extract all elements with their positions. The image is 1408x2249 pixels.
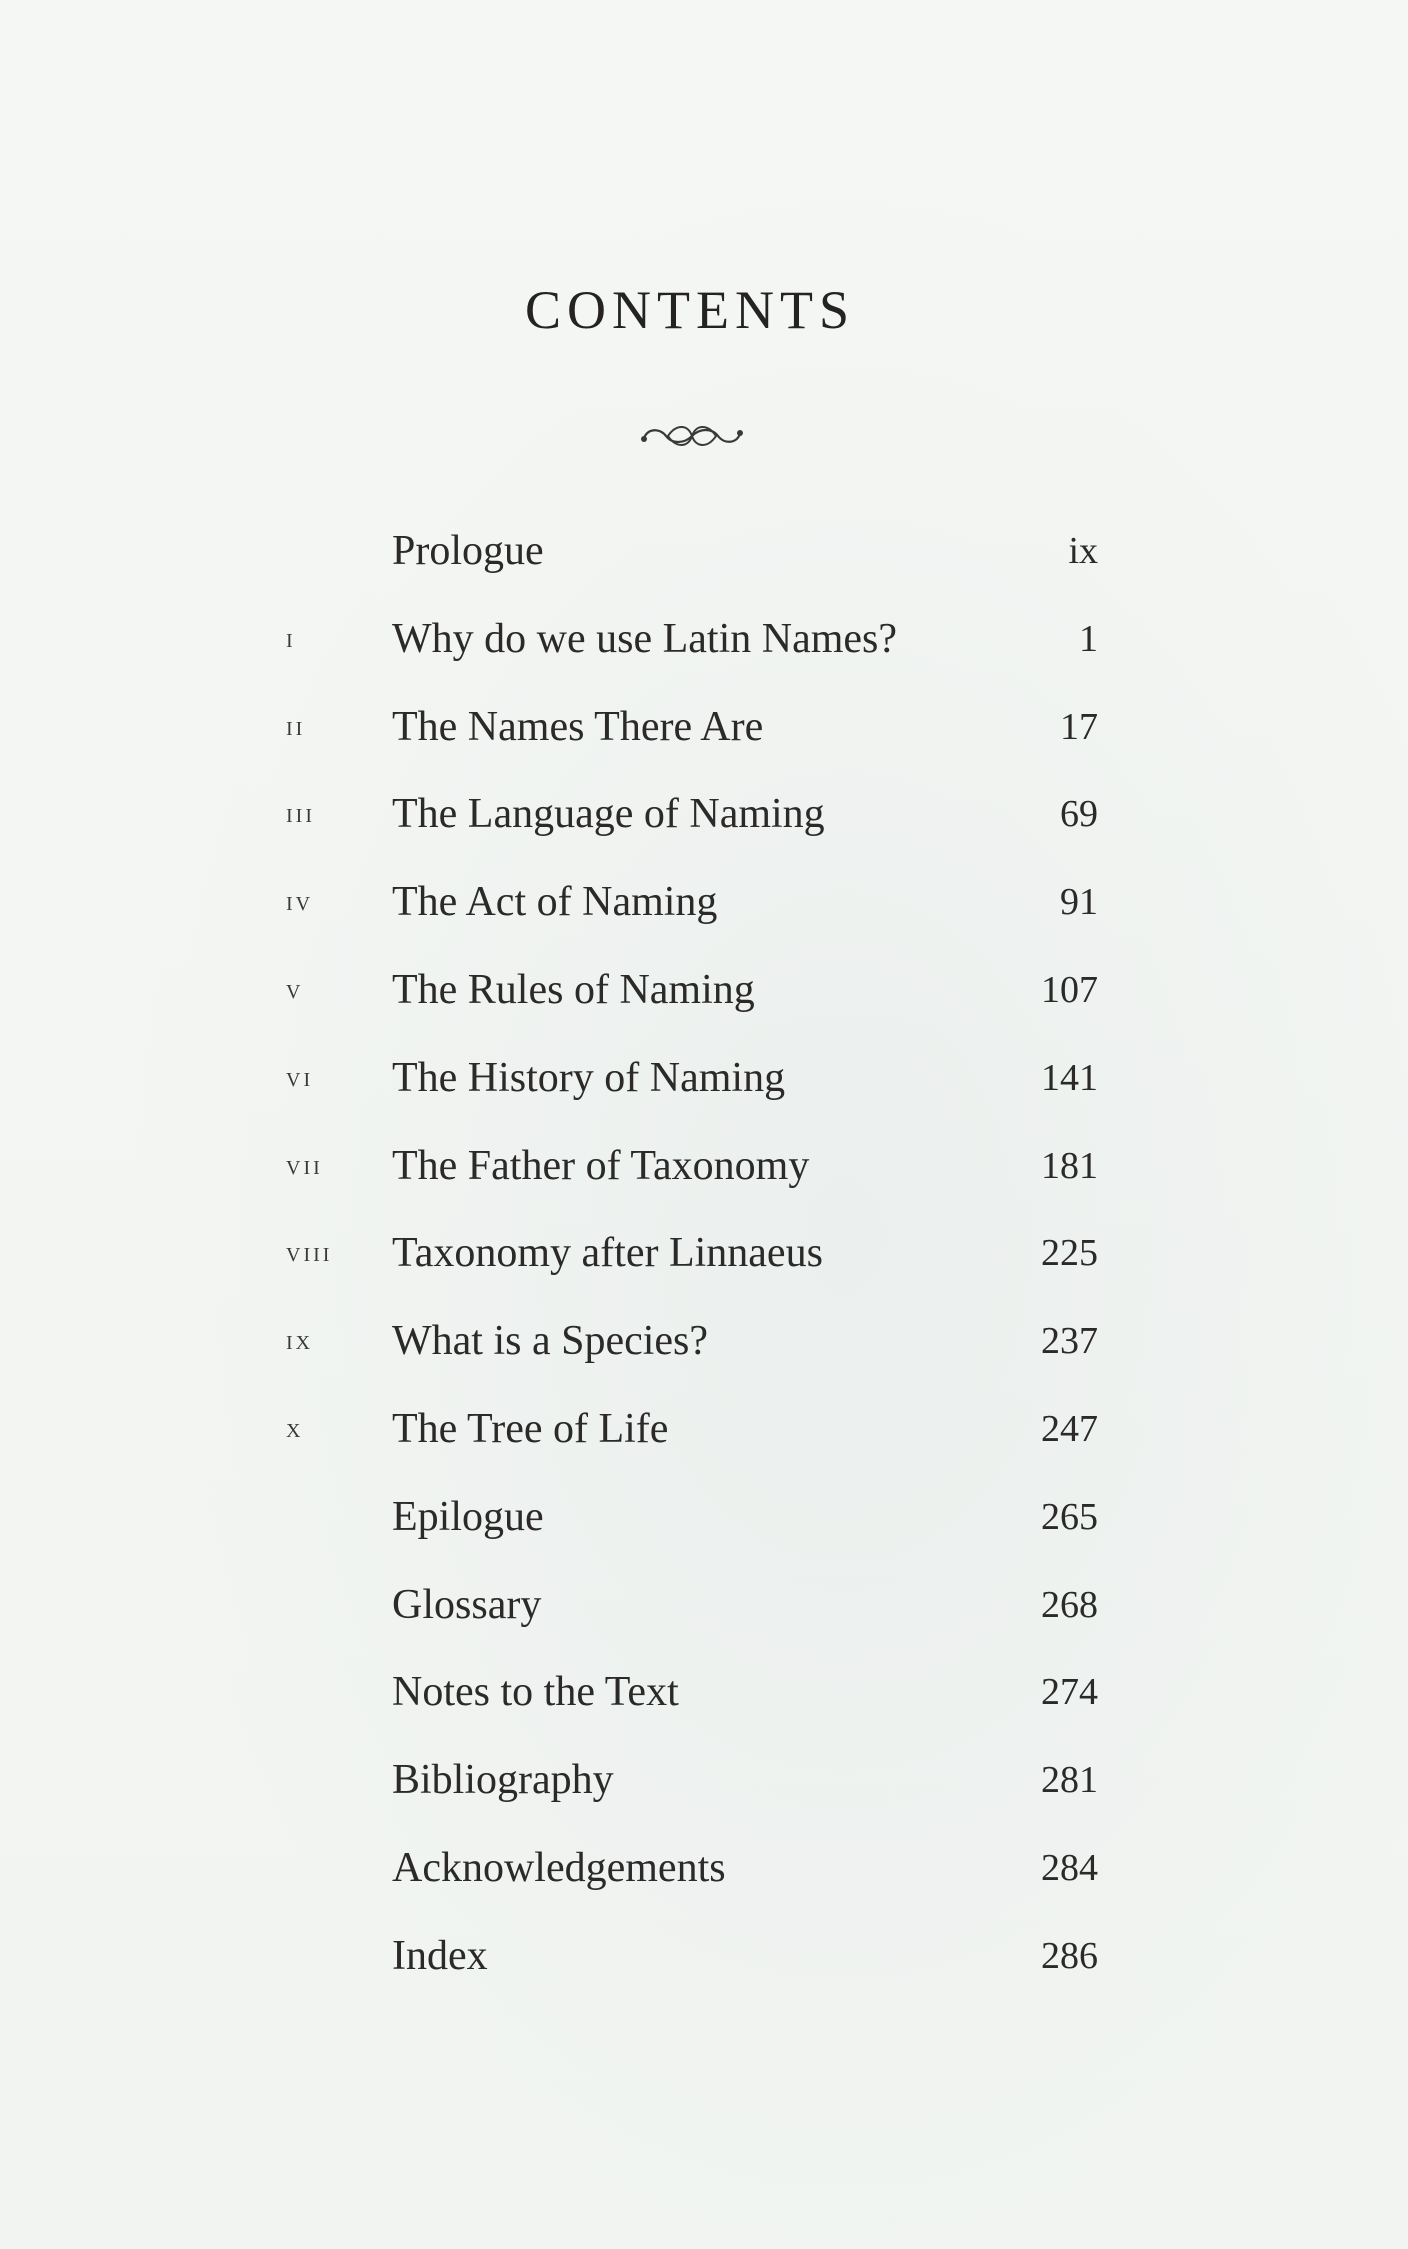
contents-list	[0, 527, 1408, 2020]
toc-entry-chapter-10[interactable]	[0, 1405, 1408, 1493]
page-number: 265	[1041, 1495, 1098, 1538]
page-number: 107	[1041, 968, 1098, 1011]
fleuron-ornament-icon	[638, 418, 746, 454]
chapter-title: The Names There Are	[392, 703, 764, 750]
toc-entry-chapter-2[interactable]	[0, 703, 1408, 791]
page-number: 274	[1041, 1671, 1098, 1714]
toc-entry-chapter-6[interactable]	[0, 1054, 1408, 1142]
page-number: 1	[1079, 617, 1098, 660]
page-number: ix	[1068, 530, 1098, 572]
chapter-title: The Language of Naming	[392, 791, 825, 838]
chapter-title: The Rules of Naming	[392, 966, 755, 1013]
chapter-number: x	[286, 1412, 304, 1444]
page-number: 181	[1041, 1144, 1098, 1187]
page-number: 284	[1041, 1846, 1098, 1889]
chapter-number: v	[286, 973, 304, 1005]
chapter-title: Acknowledgements	[392, 1844, 726, 1891]
chapter-number: iii	[286, 798, 315, 830]
page-number: 17	[1060, 705, 1098, 748]
chapter-title: Notes to the Text	[392, 1669, 679, 1716]
toc-entry-epilogue[interactable]	[0, 1493, 1408, 1581]
toc-entry-chapter-8[interactable]	[0, 1229, 1408, 1317]
chapter-title: Index	[392, 1932, 488, 1979]
toc-entry-prologue[interactable]	[0, 527, 1408, 615]
chapter-title: Epilogue	[392, 1493, 544, 1540]
page-number: 225	[1041, 1232, 1098, 1275]
chapter-title: Prologue	[392, 528, 544, 574]
toc-entry-acknowledgements[interactable]	[0, 1844, 1408, 1932]
chapter-title: What is a Species?	[392, 1318, 709, 1365]
chapter-number: vii	[286, 1149, 323, 1181]
chapter-number: iv	[286, 886, 314, 918]
page-number: 268	[1041, 1583, 1098, 1626]
chapter-number: ii	[286, 710, 306, 742]
chapter-number: i	[286, 622, 296, 654]
chapter-number: ix	[286, 1325, 314, 1357]
toc-entry-chapter-4[interactable]	[0, 878, 1408, 966]
chapter-title: Bibliography	[392, 1757, 614, 1804]
toc-entry-index[interactable]	[0, 1932, 1408, 2020]
chapter-title: Glossary	[392, 1581, 542, 1628]
chapter-number: viii	[286, 1237, 333, 1269]
chapter-title: Taxonomy after Linnaeus	[392, 1230, 823, 1277]
page-number: 237	[1041, 1320, 1098, 1363]
page-number: 69	[1060, 793, 1098, 836]
toc-entry-chapter-5[interactable]	[0, 966, 1408, 1054]
chapter-title: The History of Naming	[392, 1054, 786, 1101]
toc-entry-bibliography[interactable]	[0, 1756, 1408, 1844]
chapter-title: Why do we use Latin Names?	[392, 615, 898, 662]
toc-entry-glossary[interactable]	[0, 1581, 1408, 1669]
page-number: 141	[1041, 1056, 1098, 1099]
toc-entry-chapter-7[interactable]	[0, 1142, 1408, 1230]
chapter-title: The Tree of Life	[392, 1405, 669, 1452]
page-title: CONTENTS	[525, 280, 855, 340]
page-number: 286	[1041, 1934, 1098, 1977]
page-number: 281	[1041, 1759, 1098, 1802]
toc-entry-notes[interactable]	[0, 1668, 1408, 1756]
page-number: 247	[1041, 1407, 1098, 1450]
toc-entry-chapter-1[interactable]	[0, 615, 1408, 703]
toc-entry-chapter-9[interactable]	[0, 1317, 1408, 1405]
chapter-title: The Father of Taxonomy	[392, 1142, 810, 1189]
chapter-number: vi	[286, 1061, 314, 1093]
chapter-title: The Act of Naming	[392, 879, 718, 926]
page-number: 91	[1060, 881, 1098, 924]
toc-entry-chapter-3[interactable]	[0, 790, 1408, 878]
